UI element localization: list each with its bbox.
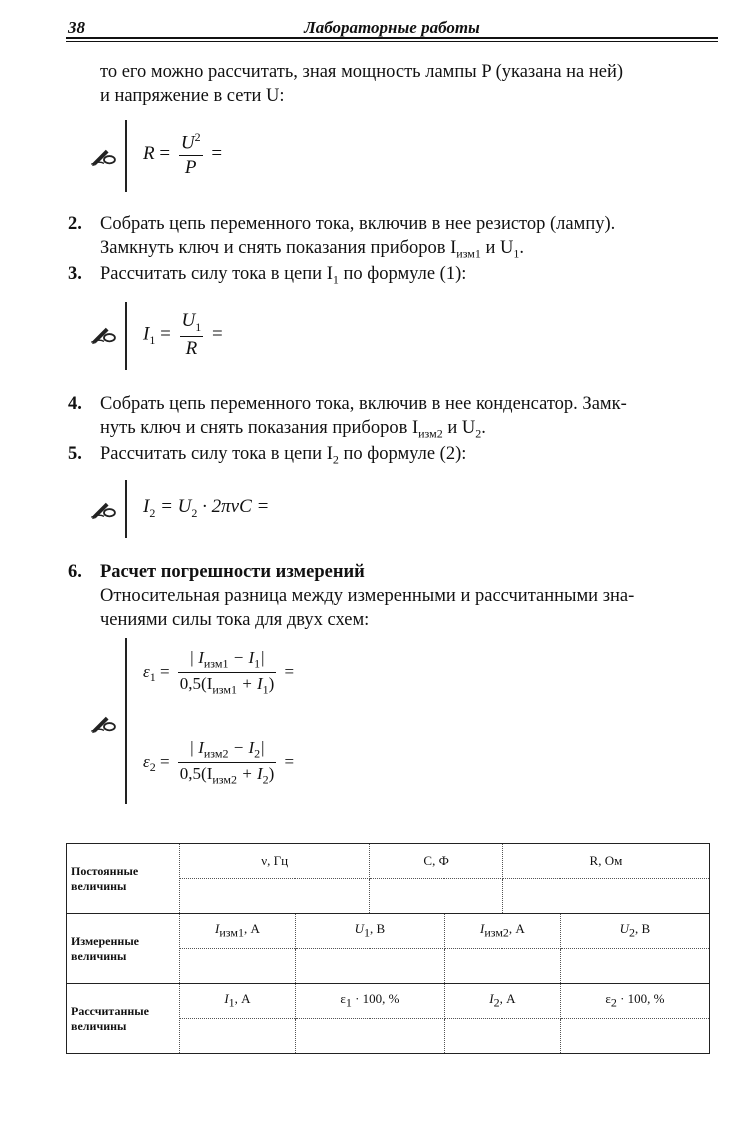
item-number-6: 6. xyxy=(68,562,82,582)
text-segment: и U xyxy=(480,238,514,258)
numerator: − I xyxy=(228,738,255,757)
item-6-line-1: Относительная разница между измеренными и рассчитанными зна- xyxy=(100,586,635,606)
formula-bar xyxy=(125,638,127,804)
text-segment: по формуле (2): xyxy=(338,444,467,464)
symbol: I xyxy=(479,921,485,937)
formula-error-2: $\varepsilon_2$ = $\frac{| I_{изм2} - I_2|}{0,5(I_{изм2} + I_2)}$ = xyxy=(143,738,295,787)
subscript: изм2 xyxy=(484,925,509,940)
subscript: изм1 xyxy=(212,682,237,697)
subscript: 2 xyxy=(262,772,269,787)
unit: , В xyxy=(635,921,651,937)
input-cell[interactable] xyxy=(180,879,370,914)
item-number-4: 4. xyxy=(68,394,82,414)
formula-current-1: $I_1$ = $\frac{U_1}{R}$ = xyxy=(143,310,223,359)
row-head-constants: Постоянные величины xyxy=(67,844,180,914)
exponent: 2 xyxy=(194,130,201,144)
denominator: R xyxy=(185,337,198,359)
numerator: | I xyxy=(189,738,204,757)
subscript: изм2 xyxy=(418,426,443,441)
col-head-frequency: ν, Гц xyxy=(180,844,370,879)
symbol: U xyxy=(619,921,630,937)
subscript: 1 xyxy=(345,995,352,1010)
unit: · 100, % xyxy=(351,991,400,1007)
numerator: U xyxy=(181,310,196,331)
col-head-i2 xyxy=(444,984,560,1019)
unit: , А xyxy=(508,921,525,937)
formula-fraction xyxy=(179,130,203,179)
numerator: | xyxy=(260,738,265,757)
intro-line-1: то его можно рассчитать, зная мощность лампы P (указана на ней) xyxy=(100,62,624,82)
input-cell[interactable] xyxy=(180,949,296,984)
symbol: ε xyxy=(605,991,611,1007)
formula-bar xyxy=(125,120,127,192)
col-head-u2 xyxy=(560,914,709,949)
subscript: изм2 xyxy=(203,746,229,761)
input-cell[interactable] xyxy=(295,949,444,984)
header-rule-thin xyxy=(66,41,718,42)
formula-fraction xyxy=(178,648,276,698)
page-header xyxy=(66,12,718,38)
subscript: 2 xyxy=(149,505,156,520)
subscript: 1 xyxy=(262,682,269,697)
symbol: I xyxy=(224,991,229,1007)
equals-sign: = xyxy=(211,143,223,165)
item-2-text xyxy=(100,212,716,266)
subscript: 2 xyxy=(254,746,261,761)
input-cell[interactable] xyxy=(370,879,502,914)
text-segment: нуть ключ и снять показания приборов I xyxy=(100,418,419,438)
text-segment: . xyxy=(481,418,486,438)
numerator: | I xyxy=(189,648,204,667)
col-head-eps2 xyxy=(560,984,709,1019)
unit: · 100, % xyxy=(616,991,665,1007)
formula-fraction xyxy=(180,310,204,360)
unit: , А xyxy=(499,991,516,1007)
symbol: ε xyxy=(340,991,346,1007)
pencil-icon xyxy=(90,500,118,520)
item-5-text xyxy=(100,442,716,472)
item-3-text xyxy=(100,262,716,292)
results-table xyxy=(66,843,710,1054)
subscript: 2 xyxy=(149,760,156,775)
input-cell[interactable] xyxy=(180,1019,296,1054)
denominator: 0,5(I xyxy=(179,674,213,694)
formula-lhs: I xyxy=(143,323,150,345)
subscript: 2 xyxy=(629,925,636,940)
input-cell[interactable] xyxy=(560,1019,709,1054)
text-segment: . xyxy=(519,238,525,258)
col-head-i-meas1 xyxy=(180,914,296,949)
subscript: 2 xyxy=(332,452,339,467)
input-cell[interactable] xyxy=(502,879,709,914)
formula-lhs: I xyxy=(143,496,150,517)
item-number-2: 2. xyxy=(68,214,82,234)
section-title: Расчет погрешности измерений xyxy=(100,562,365,582)
input-cell[interactable] xyxy=(295,1019,444,1054)
col-head-u1 xyxy=(295,914,444,949)
formula-resistance: R = $\frac{U^2}{P}$ = xyxy=(143,130,223,179)
pencil-icon xyxy=(90,325,118,345)
row-head-measured: Измеренные величины xyxy=(67,914,180,984)
numerator: − I xyxy=(228,648,255,667)
equals-sign: = xyxy=(284,661,295,681)
formula-error-1: $\varepsilon_1$ = $\frac{| I_{изм1} - I_1|}{0,5(I_{изм1} + I_1)}$ = xyxy=(143,648,295,697)
pencil-icon xyxy=(90,714,118,734)
formula-bar xyxy=(125,480,127,538)
denominator: 0,5(I xyxy=(179,764,213,784)
subscript: 1 xyxy=(228,995,235,1010)
subscript: 1 xyxy=(195,319,202,334)
subscript: 2 xyxy=(610,995,617,1010)
text-segment: Замкнуть ключ и снять показания приборов I xyxy=(100,238,457,258)
denominator: ) xyxy=(268,674,275,694)
subscript: изм1 xyxy=(203,656,229,671)
row-head-calculated: Рассчитанные величины xyxy=(67,984,180,1054)
item-6-text xyxy=(100,560,716,632)
item-number-3: 3. xyxy=(68,264,82,284)
intro-paragraph xyxy=(100,60,716,108)
unit: , А xyxy=(243,921,260,937)
pencil-icon xyxy=(90,147,118,167)
subscript: 1 xyxy=(364,925,371,940)
subscript: 1 xyxy=(254,656,261,671)
col-head-i1 xyxy=(180,984,296,1019)
formula-current-2 xyxy=(143,496,269,521)
intro-line-2: и напряжение в сети U: xyxy=(100,86,285,106)
page-number: 38 xyxy=(68,18,85,37)
running-title: Лабораторные работы xyxy=(304,18,480,37)
input-cell[interactable] xyxy=(444,949,560,984)
subscript: 1 xyxy=(332,272,339,287)
unit: , А xyxy=(234,991,251,1007)
item-2-line-1: Собрать цепь переменного тока, включив в нее резистор (лампу). xyxy=(100,214,616,234)
symbol: U xyxy=(354,921,365,937)
col-head-i-meas2 xyxy=(444,914,560,949)
subscript: 1 xyxy=(149,333,156,348)
item-6-line-2: чениями силы тока для двух схем: xyxy=(100,610,370,630)
input-cell[interactable] xyxy=(560,949,709,984)
denominator: + I xyxy=(236,764,263,784)
subscript: изм1 xyxy=(219,925,244,940)
text-segment: и U xyxy=(442,418,476,438)
subscript: 2 xyxy=(493,995,500,1010)
col-head-resistance: R, Ом xyxy=(502,844,709,879)
subscript: изм1 xyxy=(456,246,481,261)
subscript: 2 xyxy=(475,426,482,441)
col-head-eps1 xyxy=(295,984,444,1019)
subscript: 2 xyxy=(191,505,198,520)
formula-rhs: = U xyxy=(160,496,192,517)
subscript: изм2 xyxy=(212,772,237,787)
denominator: P xyxy=(184,157,197,179)
text-segment: Рассчитать силу тока в цепи I xyxy=(100,444,333,464)
item-4-line-1: Собрать цепь переменного тока, включив в нее конденсатор. Замк- xyxy=(100,394,627,414)
col-head-capacitance: C, Ф xyxy=(370,844,502,879)
equals-sign: = xyxy=(212,323,223,345)
symbol: I xyxy=(215,921,220,937)
formula-lhs: ε xyxy=(143,661,150,681)
formula-lhs: ε xyxy=(143,751,150,771)
text-segment: Рассчитать силу тока в цепи I xyxy=(100,264,333,284)
item-4-text xyxy=(100,392,716,446)
unit: , В xyxy=(370,921,386,937)
denominator: + I xyxy=(236,674,263,694)
denominator: ) xyxy=(268,764,275,784)
numerator: U xyxy=(180,132,195,154)
subscript: 1 xyxy=(513,246,520,261)
formula-lhs: R xyxy=(143,143,155,165)
subscript: 1 xyxy=(149,670,156,685)
item-number-5: 5. xyxy=(68,444,82,464)
input-cell[interactable] xyxy=(444,1019,560,1054)
text-segment: по формуле (1): xyxy=(338,264,467,284)
formula-fraction xyxy=(178,738,276,788)
equals-sign: = xyxy=(284,751,295,771)
formula-rhs: · 2πνC = xyxy=(197,496,270,517)
formula-bar xyxy=(125,302,127,370)
numerator: | xyxy=(260,648,265,667)
symbol: I xyxy=(489,991,494,1007)
header-rule xyxy=(66,37,718,39)
